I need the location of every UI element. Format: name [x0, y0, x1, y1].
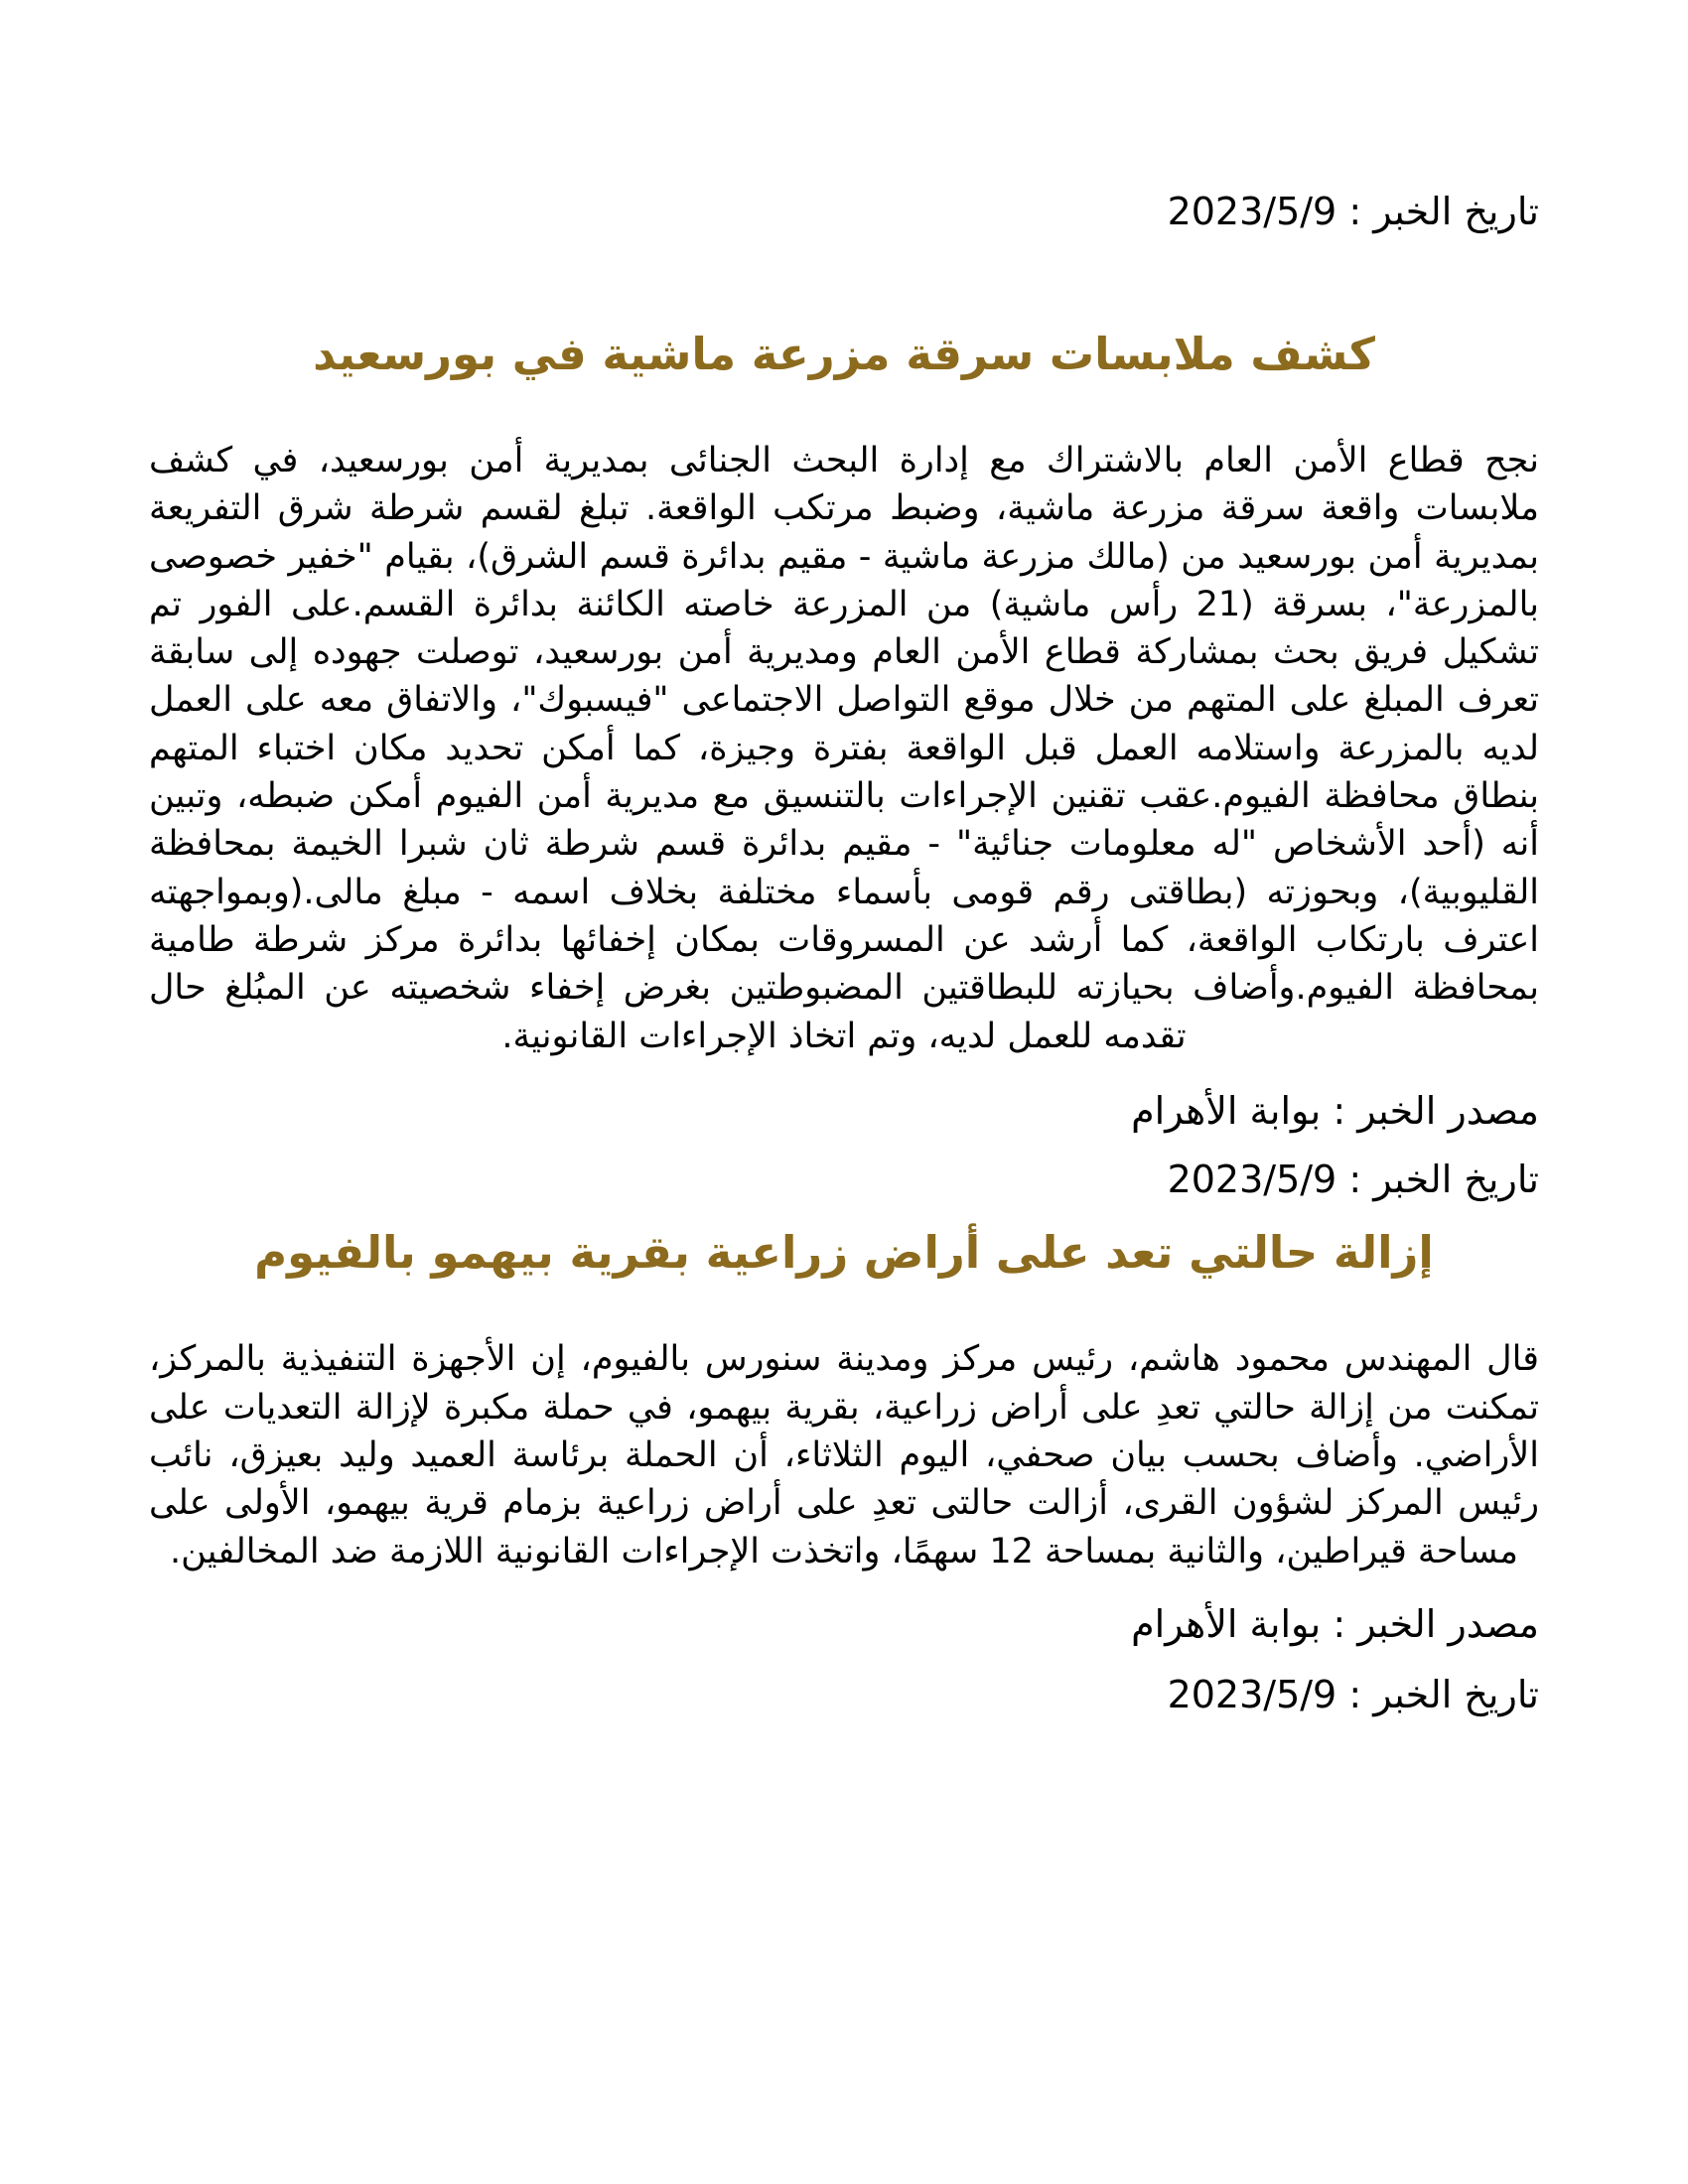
article1-body: نجح قطاع الأمن العام بالاشتراك مع إدارة البحث الجنائى بمديرية أمن بورسعيد، في كشف ملابسات واقعة سرقة مزرعة ماشية، وضبط مرتكب الواقعة. تبلغ لقسم شرطة شرق التفريعة بمديرية أمن بورسعيد من (مالك مزرعة ماشية - مقيم بدائرة قسم الشرق)، بقيام "خفير خصوصى بالمزرعة"، بسرقة (21 رأس ماشية) من المزرعة خاصته الكائنة بدائرة القسم.على الفور تم تشكيل فريق بحث بمشاركة قطاع الأمن العام ومديرية أمن بورسعيد، توصلت جهوده إلى سابقة تعرف المبلغ على المتهم من خلال موقع التواصل الاجتماعى "فيسبوك"، والاتفاق معه على العمل لديه بالمزرعة واستلامه العمل قبل الواقعة بفترة وجيزة، كما أمكن تحديد مكان اختباء المتهم بنطاق محافظة الفيوم.عقب تقنين الإجراءات بالتنسيق مع مديرية أمن الفيوم أمكن ضبطه، وتبين أنه (أحد الأشخاص "له معلومات جنائية" - مقيم بدائرة قسم شرطة ثان شبرا الخيمة بمحافظة القليوبية)، وبحوزته (بطاقتى رقم قومى بأسماء مختلفة بخلاف اسمه - مبلغ مالى.(وبمواجهته اعترف بارتكاب الواقعة، كما أرشد عن المسروقات بمكان إخفائها بدائرة مركز شرطة طامية بمحافظة الفيوم.وأضاف بحيازته للبطاقتين المضبوطتين بغرض إخفاء شخصيته عن المبُلغ حال تقدمه للعمل لديه، وتم اتخاذ الإجراءات القانونية. — [149, 441, 1539, 1056]
article1-date-line — [149, 189, 1539, 236]
article1-source-label: مصدر الخبر — [1357, 1088, 1539, 1133]
meta-separator: : — [1336, 190, 1374, 233]
meta-separator: : — [1321, 1088, 1358, 1133]
meta-separator: : — [1336, 1673, 1374, 1717]
next-article-date-label: تاريخ الخبر — [1373, 1673, 1539, 1717]
article2-date-value: 2023/5/9 — [1167, 1158, 1337, 1202]
article1-date-label: تاريخ الخبر — [1373, 190, 1539, 233]
article1-date-value: 2023/5/9 — [1167, 190, 1337, 233]
next-article-date-value: 2023/5/9 — [1167, 1673, 1337, 1717]
article2-title: إزالة حالتي تعد على أراض زراعية بقرية بيهمو بالفيوم — [254, 1225, 1434, 1279]
article2-source-line — [149, 1601, 1539, 1649]
article2-date-label: تاريخ الخبر — [1373, 1158, 1539, 1202]
next-article-date-line — [149, 1672, 1539, 1719]
article2-body: قال المهندس محمود هاشم، رئيس مركز ومدينة سنورس بالفيوم، إن الأجهزة التنفيذية بالمركز، تمكنت من إزالة حالتي تعدِ على أراض زراعية، بقرية بيهمو، في حملة مكبرة لإزالة التعديات على الأراضي. وأضاف بحسب بيان صحفي، اليوم الثلاثاء، أن الحملة برئاسة العميد وليد بعيزق، نائب رئيس المركز لشؤون القرى، أزالت حالتى تعدِ على أراض زراعية بزمام قرية بيهمو، الأولى على مساحة قيراطين، والثانية بمساحة 12 سهمًا، واتخذت الإجراءات القانونية اللازمة ضد المخالفين. — [149, 1339, 1539, 1571]
meta-separator: : — [1336, 1158, 1374, 1202]
article2-source-value: بوابة الأهرام — [1131, 1601, 1322, 1646]
article1-source-line — [149, 1088, 1539, 1136]
article1-title: كشف ملابسات سرقة مزرعة ماشية في بورسعيد — [313, 327, 1375, 380]
article2-source-label: مصدر الخبر — [1357, 1601, 1539, 1646]
article2-date-line — [149, 1157, 1539, 1204]
meta-separator: : — [1321, 1601, 1358, 1646]
article1-source-value: بوابة الأهرام — [1131, 1088, 1322, 1133]
